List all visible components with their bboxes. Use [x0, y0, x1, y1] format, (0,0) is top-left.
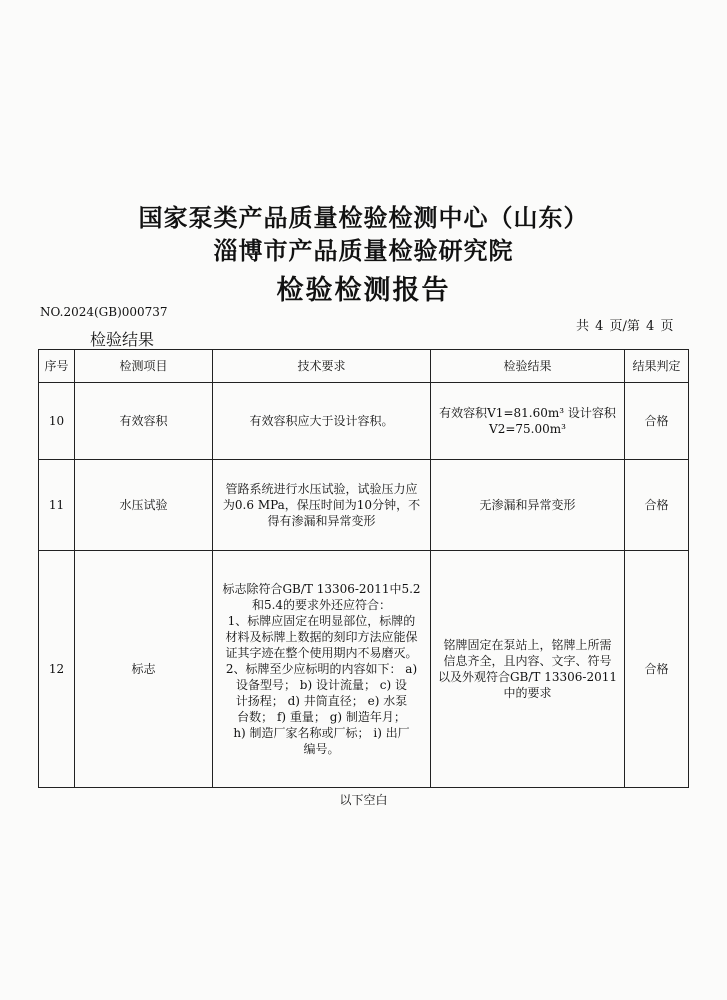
table-header-row	[39, 350, 689, 383]
requirement-line: 得有渗漏和异常变形	[267, 514, 376, 528]
column-header-verdict: 结果判定	[625, 350, 689, 383]
requirement-line: 标志除符合GB/T 13306-2011中5.2	[222, 582, 421, 596]
requirement-line: 和5.4的要求外还应符合：	[251, 598, 392, 612]
results-table	[38, 349, 689, 788]
verdict: 合格	[625, 383, 689, 460]
test-item: 水压试验	[75, 460, 213, 551]
row-number: 11	[39, 460, 75, 551]
test-item: 标志	[75, 551, 213, 788]
requirement-cell	[213, 460, 431, 551]
result-cell	[431, 383, 625, 460]
result-line: V2=75.00m³	[489, 422, 566, 436]
requirement-line: 计扬程； d) 井筒直径； e) 水泵	[235, 694, 408, 708]
table-row	[39, 460, 689, 551]
requirement-line: 设备型号； b) 设计流量； c) 设	[235, 678, 408, 692]
row-number: 10	[39, 383, 75, 460]
requirement-line: 1、标牌应固定在明显部位，标牌的	[227, 614, 416, 628]
requirement-line: 为0.6 MPa，保压时间为10分钟，不	[222, 498, 421, 512]
result-cell	[431, 551, 625, 788]
result-line: 以及外观符合GB/T 13306-2011	[437, 670, 618, 684]
column-header-requirement: 技术要求	[213, 350, 431, 383]
table-row	[39, 383, 689, 460]
result-line: 有效容积V1=81.60m³ 设计容积	[439, 406, 616, 420]
section-title: 检验结果	[90, 330, 155, 349]
requirement-line: 管路系统进行水压试验，试验压力应	[225, 482, 418, 496]
blank-below-note: 以下空白	[339, 793, 388, 807]
requirement-line: 有效容积应大于设计容积。	[249, 414, 394, 428]
report-number: NO.2024(GB)000737	[40, 305, 168, 319]
row-number: 12	[39, 551, 75, 788]
institute-subtitle: 淄博市产品质量检验研究院	[213, 236, 514, 265]
column-header-result: 检验结果	[431, 350, 625, 383]
page-indicator: 共 4 页/第 4 页	[576, 319, 674, 334]
requirement-line: h) 制造厂家名称或厂标； i) 出厂	[233, 726, 410, 740]
requirement-cell	[213, 383, 431, 460]
requirement-line: 证其字迹在整个使用期内不易磨灭。	[225, 646, 418, 660]
column-header-item: 检测项目	[75, 350, 213, 383]
test-item: 有效容积	[75, 383, 213, 460]
column-header-no: 序号	[39, 350, 75, 383]
requirement-cell	[213, 551, 431, 788]
table-row	[39, 551, 689, 788]
result-line: 信息齐全，且内容、文字、符号	[443, 654, 612, 668]
requirement-line: 台数； f) 重量； g) 制造年月；	[237, 710, 406, 724]
result-line: 铭牌固定在泵站上，铭牌上所需	[443, 638, 612, 652]
result-line: 中的要求	[503, 686, 552, 700]
report-title: 检验检测报告	[276, 275, 451, 306]
requirement-line: 编号。	[303, 742, 340, 756]
requirement-line: 2、标牌至少应标明的内容如下： a)	[225, 662, 418, 676]
result-line: 无渗漏和异常变形	[479, 498, 576, 512]
verdict: 合格	[625, 460, 689, 551]
requirement-line: 材料及标牌上数据的刻印方法应能保	[225, 630, 418, 644]
institution-title: 国家泵类产品质量检验检测中心（山东）	[138, 203, 589, 232]
verdict: 合格	[625, 551, 689, 788]
result-cell	[431, 460, 625, 551]
